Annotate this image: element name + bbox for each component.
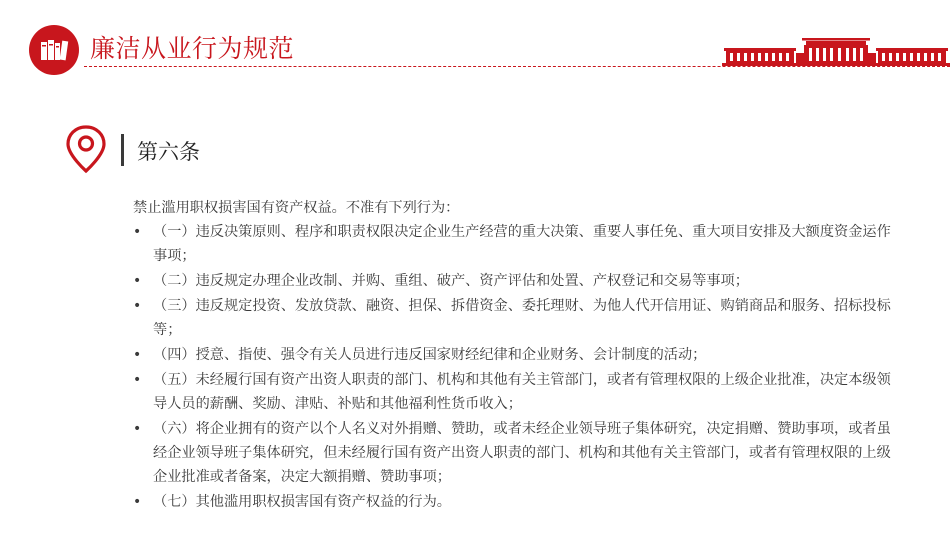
map-pin-icon	[64, 124, 108, 178]
page-title: 廉洁从业行为规范	[90, 34, 295, 63]
bullet-icon: •	[133, 224, 142, 240]
list-item-text: （一）违反决策原则、程序和职责权限决定企业生产经营的重大决策、重要人事任免、重大项目安排及大额度资金运作事项；	[153, 224, 891, 264]
list-item-text: （三）违反规定投资、发放贷款、融资、担保、拆借资金、委托理财、为他人代开信用证、购销商品和服务、招标投标等；	[153, 298, 891, 338]
list-item	[133, 220, 893, 268]
article-title: 第六条	[137, 140, 200, 164]
building-silhouette-icon	[722, 37, 950, 71]
books-logo-icon	[29, 25, 79, 75]
list-item	[133, 368, 893, 416]
section-divider-bar	[121, 134, 124, 166]
list-item	[133, 269, 893, 293]
bullet-icon: •	[133, 273, 142, 289]
list-item	[133, 294, 893, 342]
list-item	[133, 417, 893, 489]
rule-list	[133, 220, 893, 515]
list-item-text: （五）未经履行国有资产出资人职责的部门、机构和其他有关主管部门，或者有管理权限的上级企业批准，决定本级领导人员的薪酬、奖励、津贴、补贴和其他福利性货币收入；	[153, 372, 891, 412]
bullet-icon: •	[133, 421, 142, 437]
list-item-text: （七）其他滥用职权损害国有资产权益的行为。	[153, 494, 451, 510]
bullet-icon: •	[133, 494, 142, 510]
list-item-text: （四）授意、指使、强令有关人员进行违反国家财经纪律和企业财务、会计制度的活动；	[153, 347, 707, 363]
list-item-text: （二）违反规定办理企业改制、并购、重组、破产、资产评估和处置、产权登记和交易等事项；	[153, 273, 749, 289]
list-item-text: （六）将企业拥有的资产以个人名义对外捐赠、赞助，或者未经企业领导班子集体研究，决定捐赠、赞助事项，或者虽经企业领导班子集体研究，但未经履行国有资产出资人职责的部门、机构和其他有关主管部门，或者有管理权限的上级企业批准或者备案，决定大额捐赠、赞助事项；	[153, 421, 891, 485]
list-item	[133, 343, 893, 367]
bullet-icon: •	[133, 372, 142, 388]
bullet-icon: •	[133, 298, 142, 314]
bullet-icon: •	[133, 347, 142, 363]
list-item	[133, 490, 893, 514]
intro-text: 禁止滥用职权损害国有资产权益。不准有下列行为：	[133, 200, 460, 216]
